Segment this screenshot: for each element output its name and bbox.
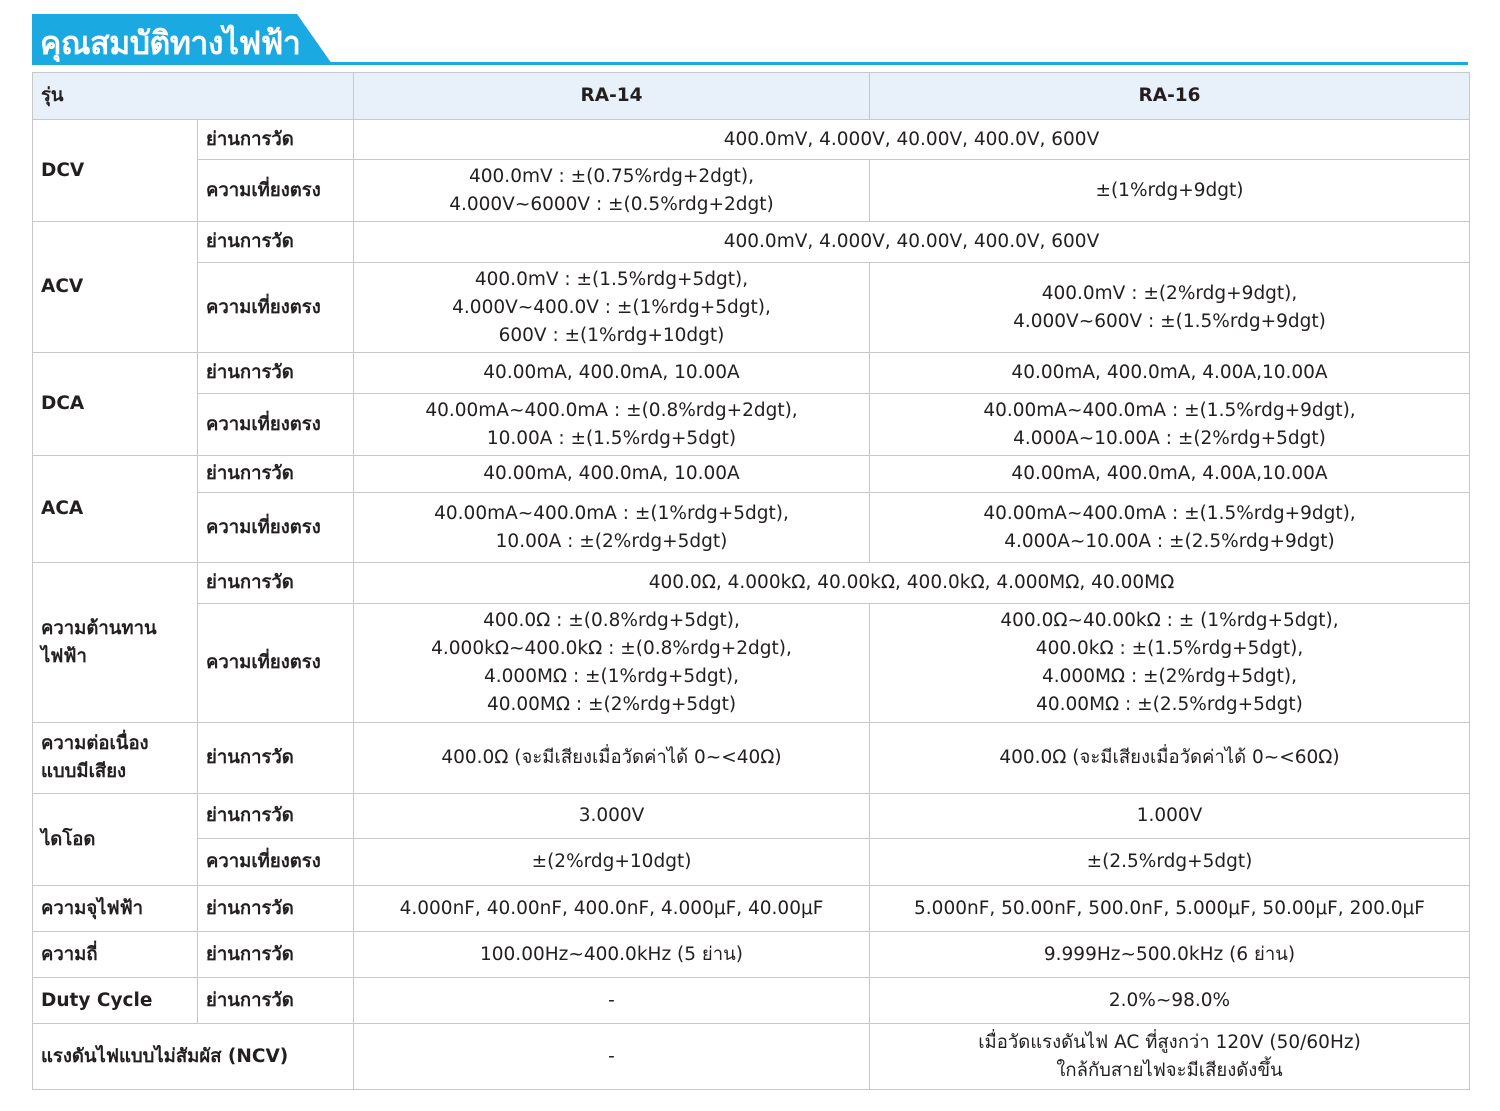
diode-accuracy-ra16: ±(2.5%rdg+5dgt) — [870, 839, 1470, 886]
resistance-label — [33, 563, 198, 723]
continuity-range-ra14: 400.0Ω (จะมีเสียงเมื่อวัดค่าได้ 0~<40Ω) — [354, 723, 870, 794]
text-line: 4.000A~10.00A : ±(2%rdg+5dgt) — [1013, 427, 1326, 449]
table-row — [33, 839, 1470, 886]
capacitance-range-ra14: 4.000nF, 40.00nF, 400.0nF, 4.000μF, 40.00μF — [354, 886, 870, 932]
ncv-label: แรงดันไฟแบบไม่สัมผัส (NCV) — [33, 1024, 354, 1090]
range-label: ย่านการวัด — [198, 222, 354, 263]
frequency-range-ra16: 9.999Hz~500.0kHz (6 ย่าน) — [870, 932, 1470, 978]
aca-accuracy-ra16 — [870, 493, 1470, 563]
table-row — [33, 263, 1470, 353]
duty-cycle-label: Duty Cycle — [33, 978, 198, 1024]
text-line: เมื่อวัดแรงดันไฟ AC ที่สูงกว่า 120V (50/60Hz) — [978, 1031, 1361, 1053]
table-row — [33, 563, 1470, 604]
accuracy-label: ความเที่ยงตรง — [198, 493, 354, 563]
range-label: ย่านการวัด — [198, 120, 354, 160]
dcv-accuracy-ra16 — [870, 160, 1470, 222]
text-line: 4.000A~10.00A : ±(2.5%rdg+9dgt) — [1004, 530, 1335, 552]
diode-accuracy-ra14: ±(2%rdg+10dgt) — [354, 839, 870, 886]
range-label: ย่านการวัด — [198, 353, 354, 394]
table-row — [33, 456, 1470, 493]
text-line: 40.00mA~400.0mA : ±(1.5%rdg+9dgt), — [983, 502, 1356, 524]
text-line: 40.00MΩ : ±(2.5%rdg+5dgt) — [1036, 694, 1303, 715]
accuracy-label: ความเที่ยงตรง — [198, 839, 354, 886]
duty-cycle-ra16: 2.0%~98.0% — [870, 978, 1470, 1024]
table-row — [33, 886, 1470, 932]
dcv-label: DCV — [33, 120, 198, 222]
aca-range-ra16: 40.00mA, 400.0mA, 4.00A,10.00A — [870, 456, 1470, 493]
range-label: ย่านการวัด — [198, 978, 354, 1024]
text-line: 4.000MΩ : ±(1%rdg+5dgt), — [484, 666, 739, 687]
text-line: 40.00mA~400.0mA : ±(0.8%rdg+2dgt), — [425, 399, 798, 421]
text-line: 40.00mA~400.0mA : ±(1.5%rdg+9dgt), — [983, 399, 1356, 421]
text-line: 4.000MΩ : ±(2%rdg+5dgt), — [1042, 666, 1297, 687]
table-row — [33, 394, 1470, 456]
ncv-ra16 — [870, 1024, 1470, 1090]
resistance-accuracy-ra16 — [870, 604, 1470, 723]
continuity-range-ra16: 400.0Ω (จะมีเสียงเมื่อวัดค่าได้ 0~<60Ω) — [870, 723, 1470, 794]
table-header-row — [33, 73, 1470, 120]
text-line: ±(1%rdg+9dgt) — [1095, 179, 1244, 201]
frequency-range-ra14: 100.00Hz~400.0kHz (5 ย่าน) — [354, 932, 870, 978]
text-line: แบบมีเสียง — [41, 761, 127, 782]
range-label: ย่านการวัด — [198, 932, 354, 978]
acv-accuracy-ra14 — [354, 263, 870, 353]
dcv-range: 400.0mV, 4.000V, 40.00V, 400.0V, 600V — [354, 120, 1470, 160]
table-row — [33, 222, 1470, 263]
range-label: ย่านการวัด — [198, 456, 354, 493]
accuracy-label: ความเที่ยงตรง — [198, 160, 354, 222]
section-header — [32, 14, 1468, 68]
ncv-ra14: - — [354, 1024, 870, 1090]
text-line: ความต้านทาน — [41, 617, 157, 639]
text-line: 4.000kΩ~400.0kΩ : ±(0.8%rdg+2dgt), — [431, 638, 792, 659]
diode-range-ra14: 3.000V — [354, 794, 870, 839]
text-line: 4.000V~600V : ±(1.5%rdg+9dgt) — [1013, 310, 1326, 332]
acv-label: ACV — [33, 222, 198, 353]
aca-accuracy-ra14 — [354, 493, 870, 563]
text-line: ใกล้กับสายไฟจะมีเสียงดังขึ้น — [1056, 1059, 1283, 1081]
text-line: 400.0Ω~40.00kΩ : ± (1%rdg+5dgt), — [1000, 610, 1339, 631]
capacitance-range-ra16: 5.000nF, 50.00nF, 500.0nF, 5.000μF, 50.00μF, 200.0μF — [870, 886, 1470, 932]
table-row — [33, 120, 1470, 160]
text-line: 400.0mV : ±(0.75%rdg+2dgt), — [469, 165, 754, 187]
continuity-label — [33, 723, 198, 794]
text-line: ความต่อเนื่อง — [41, 733, 149, 754]
table-row — [33, 493, 1470, 563]
dca-label: DCA — [33, 353, 198, 456]
text-line: 400.0kΩ : ±(1.5%rdg+5dgt), — [1035, 638, 1304, 659]
range-label: ย่านการวัด — [198, 794, 354, 839]
text-line: ไฟฟ้า — [41, 645, 87, 667]
diode-range-ra16: 1.000V — [870, 794, 1470, 839]
accuracy-label: ความเที่ยงตรง — [198, 604, 354, 723]
resistance-range: 400.0Ω, 4.000kΩ, 40.00kΩ, 400.0kΩ, 4.000MΩ, 40.00MΩ — [354, 563, 1470, 604]
aca-label: ACA — [33, 456, 198, 563]
model-ra14: RA-14 — [354, 73, 870, 120]
range-label: ย่านการวัด — [198, 563, 354, 604]
resistance-accuracy-ra14 — [354, 604, 870, 723]
table-row — [33, 353, 1470, 394]
header-underline — [32, 62, 1468, 65]
dca-range-ra16: 40.00mA, 400.0mA, 4.00A,10.00A — [870, 353, 1470, 394]
text-line: 10.00A : ±(2%rdg+5dgt) — [495, 530, 728, 552]
text-line: 400.0Ω : ±(0.8%rdg+5dgt), — [483, 610, 740, 631]
table-row — [33, 723, 1470, 794]
dca-accuracy-ra16 — [870, 394, 1470, 456]
capacitance-label: ความจุไฟฟ้า — [33, 886, 198, 932]
dca-range-ra14: 40.00mA, 400.0mA, 10.00A — [354, 353, 870, 394]
accuracy-label: ความเที่ยงตรง — [198, 394, 354, 456]
accuracy-label: ความเที่ยงตรง — [198, 263, 354, 353]
table-row — [33, 932, 1470, 978]
table-row — [33, 978, 1470, 1024]
range-label: ย่านการวัด — [198, 723, 354, 794]
model-label: รุ่น — [33, 73, 354, 120]
diode-label: ไดโอด — [33, 794, 198, 886]
table-row — [33, 604, 1470, 723]
text-line: 4.000V~6000V : ±(0.5%rdg+2dgt) — [449, 193, 774, 215]
acv-accuracy-ra16 — [870, 263, 1470, 353]
text-line: 10.00A : ±(1.5%rdg+5dgt) — [486, 427, 737, 449]
text-line: 40.00MΩ : ±(2%rdg+5dgt) — [486, 694, 737, 715]
table-row — [33, 1024, 1470, 1090]
frequency-label: ความถี่ — [33, 932, 198, 978]
text-line: 600V : ±(1%rdg+10dgt) — [498, 324, 725, 346]
text-line: 400.0mV : ±(2%rdg+9dgt), — [1041, 282, 1298, 304]
dcv-accuracy-ra14 — [354, 160, 870, 222]
table-row — [33, 160, 1470, 222]
model-ra16: RA-16 — [870, 73, 1470, 120]
aca-range-ra14: 40.00mA, 400.0mA, 10.00A — [354, 456, 870, 493]
dca-accuracy-ra14 — [354, 394, 870, 456]
acv-range: 400.0mV, 4.000V, 40.00V, 400.0V, 600V — [354, 222, 1470, 263]
table-row — [33, 794, 1470, 839]
duty-cycle-ra14: - — [354, 978, 870, 1024]
range-label: ย่านการวัด — [198, 886, 354, 932]
page-title: คุณสมบัติทางไฟฟ้า — [40, 24, 301, 62]
text-line: 400.0mV : ±(1.5%rdg+5dgt), — [474, 268, 749, 290]
spec-table — [32, 72, 1470, 1090]
text-line: 4.000V~400.0V : ±(1%rdg+5dgt), — [452, 296, 771, 318]
text-line: 40.00mA~400.0mA : ±(1%rdg+5dgt), — [434, 502, 789, 524]
